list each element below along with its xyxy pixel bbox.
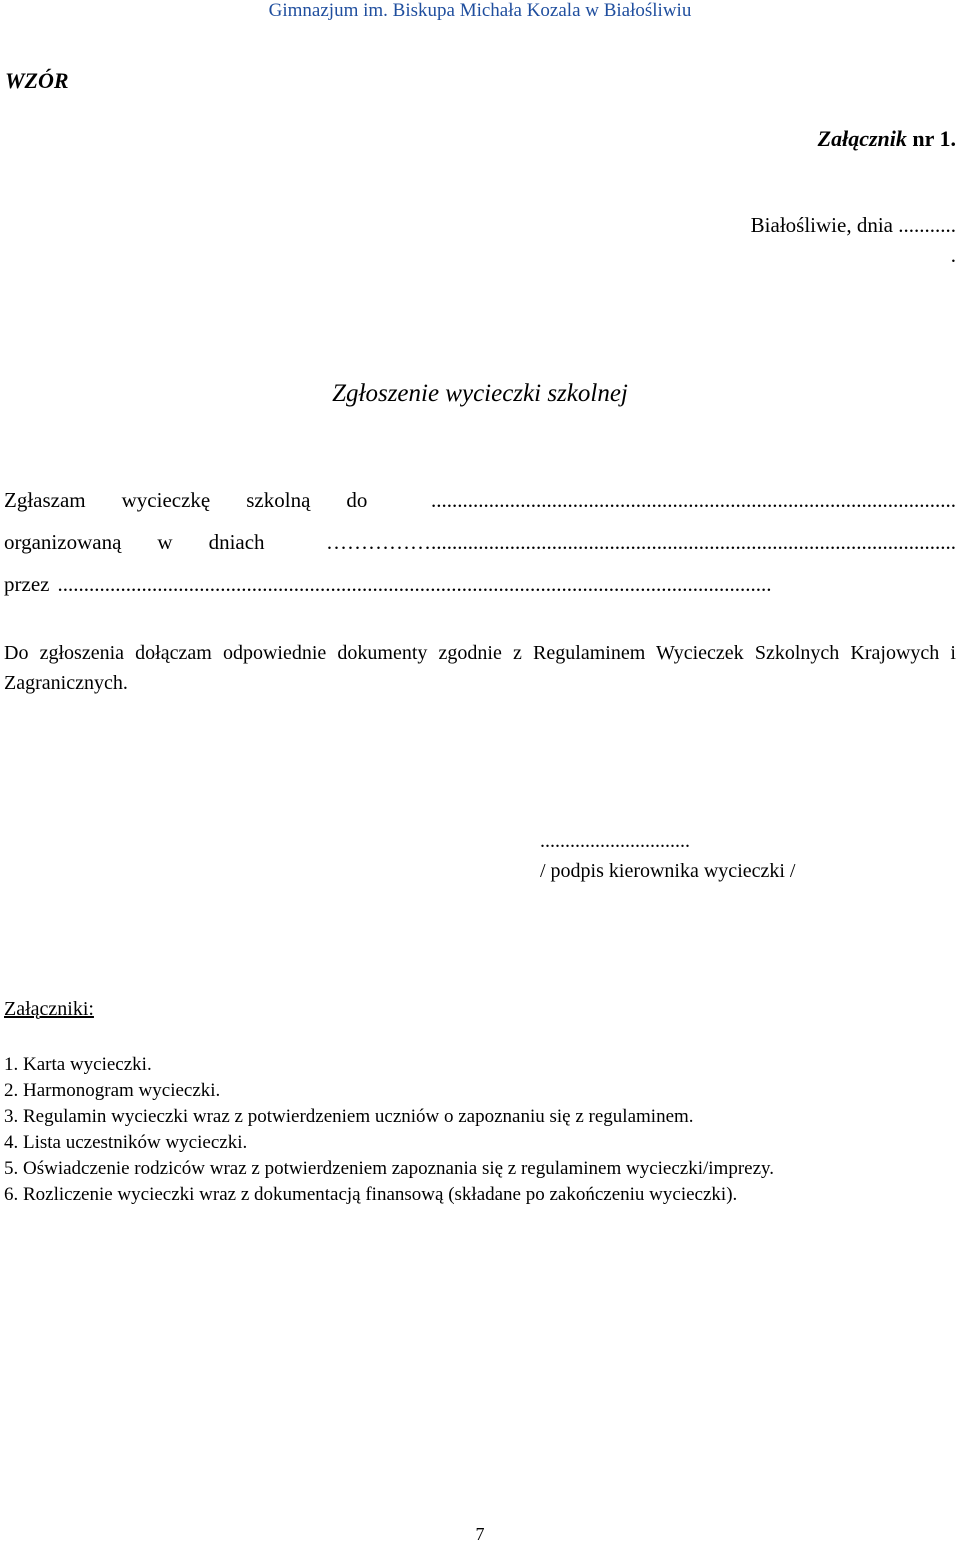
form-word: szkolną — [246, 488, 311, 512]
document-title: Zgłoszenie wycieczki szkolnej — [332, 380, 628, 407]
form-word: organizowaną — [4, 530, 122, 554]
form-word: Zgłaszam — [4, 488, 86, 512]
list-item: 6. Rozliczenie wycieczki wraz z dokumentacją finansową (składane po zakończeniu wycieczki). — [4, 1184, 738, 1205]
place-date-line: Białośliwie, dnia ........... — [750, 213, 956, 237]
form-word: w — [157, 530, 173, 554]
form-word: do — [346, 488, 368, 512]
attachments-list — [4, 1052, 774, 1208]
list-item: 1. Karta wycieczki. — [4, 1054, 152, 1075]
form-word: przez — [4, 572, 50, 596]
attachment-word: Załącznik — [817, 126, 907, 151]
page-header: Gimnazjum im. Biskupa Michała Kozala w Białośliwiu — [268, 0, 692, 21]
signature-caption: / podpis kierownika wycieczki / — [540, 860, 796, 882]
list-item: 2. Harmonogram wycieczki. — [4, 1080, 221, 1101]
template-label: WZÓR — [5, 68, 69, 93]
list-item: 5. Oświadczenie rodziców wraz z potwierdzeniem zapoznania się z regulaminem wycieczki/imprezy. — [4, 1158, 775, 1179]
attachments-heading: Załączniki: — [4, 998, 94, 1020]
form-row-destination — [4, 488, 956, 513]
list-item: 4. Lista uczestników wycieczki. — [4, 1132, 248, 1153]
signature-dots: .............................. — [540, 830, 690, 852]
attachment-statement: Do zgłoszenia dołączam odpowiednie dokumenty zgodnie z Regulaminem Wycieczek Szkolnych Krajowych i Zagranicznych. — [4, 642, 956, 694]
form-word: dniach — [208, 530, 265, 554]
fill-in-dots: …………….................................................................................................... — [326, 530, 956, 554]
list-item: 3. Regulamin wycieczki wraz z potwierdzeniem uczniów o zapoznaniu się z regulaminem. — [4, 1106, 694, 1127]
form-word: wycieczkę — [121, 488, 211, 512]
place-date-dot: . — [950, 243, 956, 267]
fill-in-dots: ........................................................................................................................................ — [57, 572, 772, 596]
attachment-number-text: nr 1. — [906, 126, 956, 151]
form-row-organizer — [4, 572, 864, 597]
attachment-number — [818, 126, 956, 152]
fill-in-dots: .................................................................................................... — [431, 488, 956, 512]
page-number: 7 — [475, 1524, 485, 1544]
form-row-dates — [4, 530, 956, 555]
place-date — [751, 210, 956, 270]
signature-block — [540, 826, 796, 886]
